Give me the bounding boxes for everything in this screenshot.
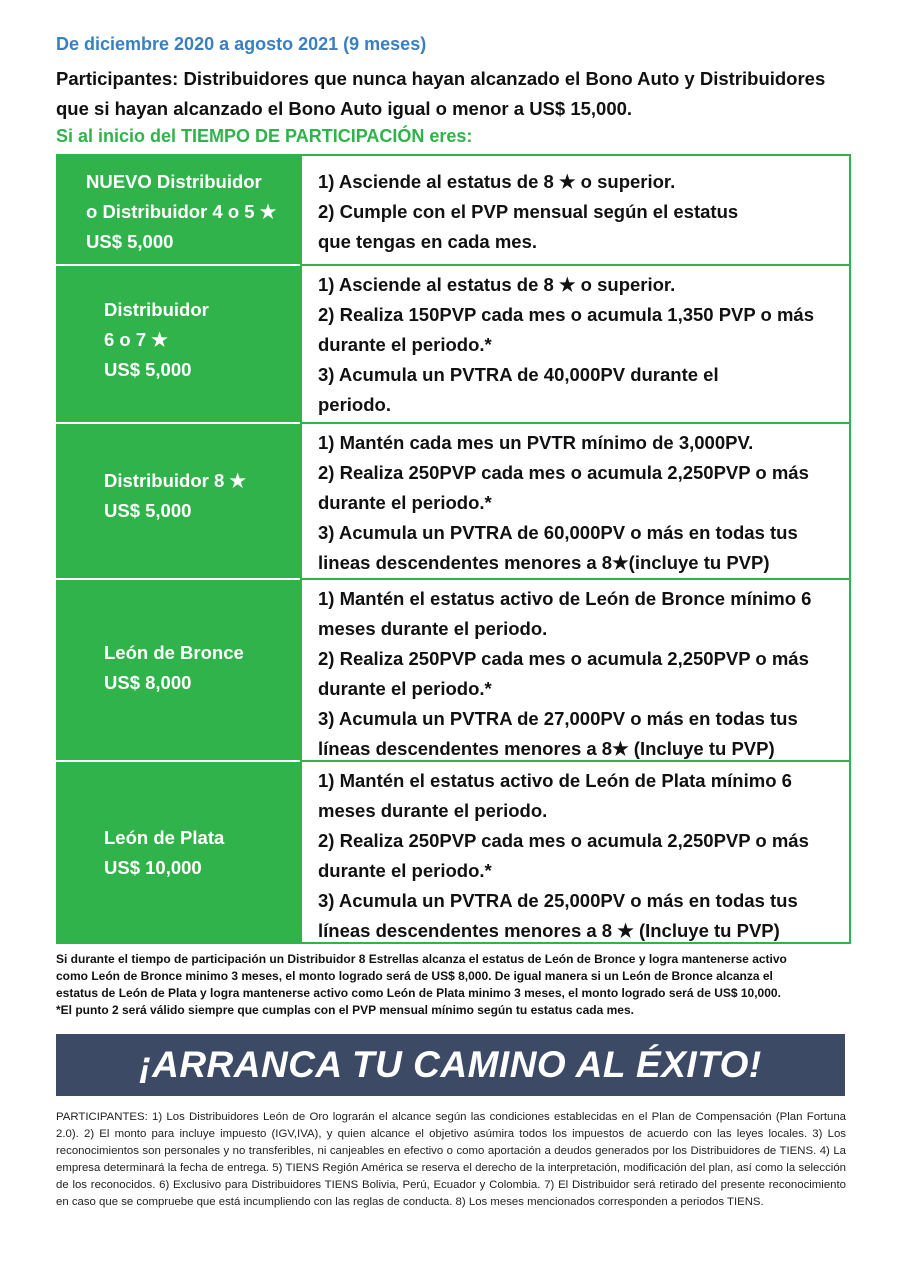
conditions-cell (300, 154, 851, 266)
condition-line: durante el periodo.* (318, 492, 492, 513)
level-cell (56, 154, 300, 266)
table-row (56, 580, 851, 762)
level-cell (56, 424, 300, 580)
condition-line: 1) Mantén el estatus activo de León de Plata mínimo 6 (318, 770, 792, 791)
level-amount: US$ 5,000 (104, 359, 192, 380)
condition-line: líneas descendentes menores a 8★ (Incluye tu PVP) (318, 738, 775, 759)
condition-line: 2) Realiza 250PVP cada mes o acumula 2,250PVP o más (318, 830, 809, 851)
condition-line: meses durante el periodo. (318, 800, 548, 821)
level-amount: US$ 8,000 (104, 672, 192, 693)
condition-line: durante el periodo.* (318, 678, 492, 699)
condition-line: periodo. (318, 394, 391, 415)
conditions-cell (300, 580, 851, 762)
condition-line: 2) Realiza 250PVP cada mes o acumula 2,250PVP o más (318, 648, 809, 669)
conditions-cell (300, 762, 851, 944)
condition-line: 3) Acumula un PVTRA de 27,000PV o más en todas tus (318, 708, 798, 729)
table-row (56, 762, 851, 944)
condition-line: que tengas en cada mes. (318, 231, 538, 252)
level-line: León de Plata (104, 827, 225, 848)
condition-line: 3) Acumula un PVTRA de 25,000PV o más en todas tus (318, 890, 798, 911)
table-row (56, 424, 851, 580)
condition-line: meses durante el periodo. (318, 618, 548, 639)
conditions-cell (300, 424, 851, 580)
condition-line: 2) Realiza 250PVP cada mes o acumula 2,250PVP o más (318, 462, 809, 483)
period-heading: De diciembre 2020 a agosto 2021 (9 meses) (56, 34, 427, 54)
table-row (56, 266, 851, 424)
condition-line: 1) Mantén cada mes un PVTR mínimo de 3,000PV. (318, 432, 754, 453)
legal-terms: PARTICIPANTES: 1) Los Distribuidores León de Oro lograrán el alcance según las condiciones establecidas en el Plan de Compensación (Plan Fortuna 2.0). 2) El monto para incluye impuesto (IGV,IVA), y quien alcance el objetivo asúmira todos los impuestos de acuerdo con las leyes locales. 3) Los reconocimientos son personales y no transferibles, ni canjeables en efectivo o como aportación a deudos generados por los Distribuidores de TIENS. 4) La empresa determinará la fecha de entrega. 5) TIENS Región América se reserva el derecho de la interpretación, modificación del plan, así como la selección de los reconocidos. 6) Exclusivo para Distribuidores TIENS Bolivia, Perú, Ecuador y Colombia. 7) El Distribuidor será retirado del presente reconocimiento en caso que se compruebe que está incumpliendo con las reglas de conducta. 8) Los meses mencionados corresponden a periodos TIENS. (56, 1111, 846, 1208)
footnote-line: Si durante el tiempo de participación un Distribuidor 8 Estrellas alcanza el estatus de León de Bronce y logra mantenerse activo (56, 952, 787, 966)
condition-line: 1) Asciende al estatus de 8 ★ o superior. (318, 171, 676, 192)
level-line: NUEVO Distribuidor (86, 171, 262, 192)
condition-line: líneas descendentes menores a 8 ★ (Incluye tu PVP) (318, 920, 780, 941)
level-line: León de Bronce (104, 642, 244, 663)
level-line: 6 o 7 ★ (104, 329, 168, 350)
level-amount: US$ 5,000 (86, 231, 174, 252)
level-cell (56, 580, 300, 762)
level-amount: US$ 5,000 (104, 500, 192, 521)
participants-text: Participantes: Distribuidores que nunca hayan alcanzado el Bono Auto y Distribuidores que si hayan alcanzado el Bono Auto igual o menor a US$ 15,000. (56, 68, 826, 119)
condition-line: durante el periodo.* (318, 334, 492, 355)
condition-line: 1) Asciende al estatus de 8 ★ o superior. (318, 274, 676, 295)
level-line: Distribuidor (104, 299, 209, 320)
level-line: Distribuidor 8 ★ (104, 470, 246, 491)
requirements-table (56, 154, 851, 944)
level-cell (56, 762, 300, 944)
footnote-line: como León de Bronce minimo 3 meses, el monto logrado será de US$ 8,000. De igual manera si un León de Bronce alcanza el (56, 969, 773, 983)
condition-line: lineas descendentes menores a 8★(incluye tu PVP) (318, 552, 770, 573)
condition-line: 2) Cumple con el PVP mensual según el estatus (318, 201, 739, 222)
condition-line: 1) Mantén el estatus activo de León de Bronce mínimo 6 (318, 588, 812, 609)
condition-line: 2) Realiza 150PVP cada mes o acumula 1,350 PVP o más (318, 304, 815, 325)
condition-line: 3) Acumula un PVTRA de 40,000PV durante el (318, 364, 719, 385)
table-row (56, 154, 851, 266)
level-amount: US$ 10,000 (104, 857, 202, 878)
condition-line: 3) Acumula un PVTRA de 60,000PV o más en todas tus (318, 522, 798, 543)
slogan-banner: ¡ARRANCA TU CAMINO AL ÉXITO! (56, 1034, 845, 1096)
footnote (56, 951, 846, 1019)
condition-line: durante el periodo.* (318, 860, 492, 881)
conditions-cell (300, 266, 851, 424)
participation-start-heading: Si al inicio del TIEMPO DE PARTICIPACIÓN eres: (56, 126, 473, 146)
level-line: o Distribuidor 4 o 5 ★ (86, 201, 277, 222)
footnote-line: estatus de León de Plata y logra mantenerse activo como León de Plata minimo 3 meses, el monto logrado será de US$ 10,000. (56, 986, 781, 1000)
footnote-line: *El punto 2 será válido siempre que cumplas con el PVP mensual mínimo según tu estatus cada mes. (56, 1003, 634, 1017)
level-cell (56, 266, 300, 424)
